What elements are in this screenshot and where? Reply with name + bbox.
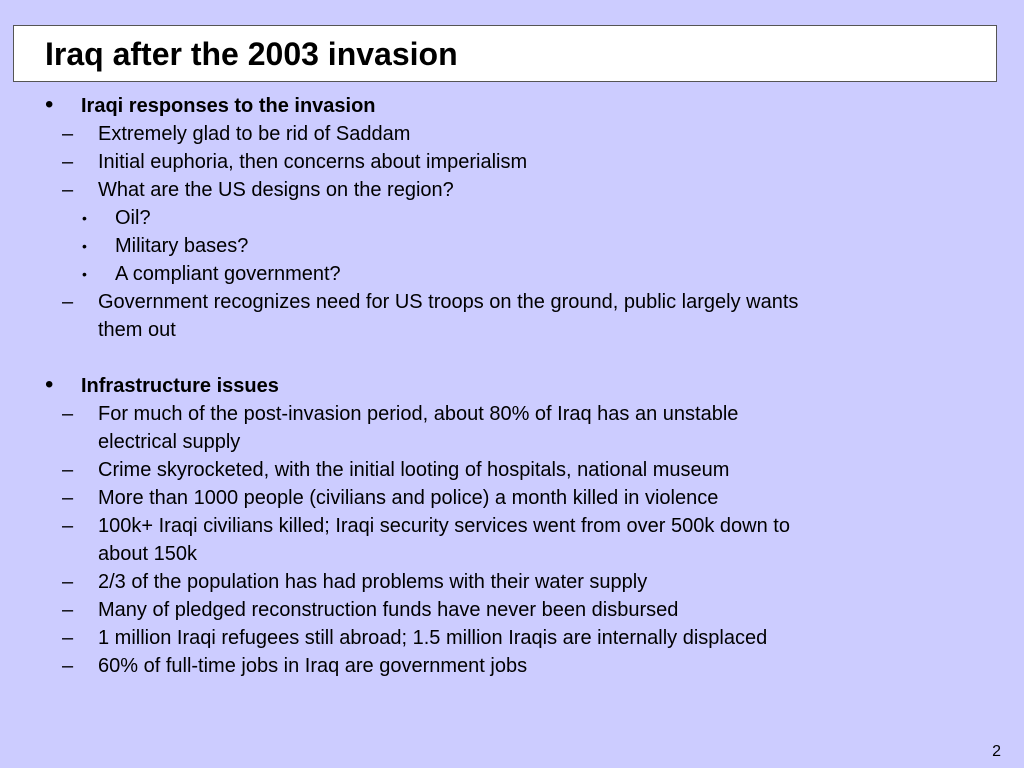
list-item-text: 1 million Iraqi refugees still abroad; 1.5 million Iraqis are internally displaced <box>98 627 768 649</box>
list-item <box>0 288 1024 316</box>
list-item-continuation <box>0 316 1024 344</box>
list-item-continuation <box>0 540 1024 568</box>
dash-icon: – <box>62 571 74 593</box>
dash-icon: – <box>62 515 74 537</box>
list-item <box>0 652 1024 680</box>
bullet-icon: • <box>45 371 54 398</box>
list-item-text: For much of the post-invasion period, about 80% of Iraq has an unstable <box>98 403 739 425</box>
list-item-text: electrical supply <box>98 431 241 453</box>
small-bullet-icon: • <box>82 210 87 226</box>
dash-icon: – <box>62 627 74 649</box>
list-item-text: What are the US designs on the region? <box>98 179 454 201</box>
list-item <box>0 512 1024 540</box>
small-bullet-icon: • <box>82 266 87 282</box>
dash-icon: – <box>62 151 74 173</box>
list-item-text: 100k+ Iraqi civilians killed; Iraqi security services went from over 500k down to <box>98 515 790 537</box>
spacer <box>0 344 1024 372</box>
list-item-text: about 150k <box>98 543 197 565</box>
list-item-text: Many of pledged reconstruction funds have never been disbursed <box>98 599 679 621</box>
sub-list-item <box>0 260 1024 288</box>
list-item-continuation <box>0 428 1024 456</box>
list-item <box>0 484 1024 512</box>
section-heading <box>0 372 1024 400</box>
sub-list-item <box>0 232 1024 260</box>
title-box <box>13 25 997 82</box>
slide-title: Iraq after the 2003 invasion <box>45 36 458 72</box>
list-item <box>0 568 1024 596</box>
dash-icon: – <box>62 179 74 201</box>
bullet-icon: • <box>45 91 54 118</box>
dash-icon: – <box>62 599 74 621</box>
list-item-text: Initial euphoria, then concerns about imperialism <box>98 151 528 173</box>
list-item-text: 2/3 of the population has had problems with their water supply <box>98 571 648 593</box>
sub-list-item-text: A compliant government? <box>115 263 341 285</box>
dash-icon: – <box>62 655 74 677</box>
list-item <box>0 120 1024 148</box>
list-item <box>0 400 1024 428</box>
sub-list-item-text: Military bases? <box>115 235 249 257</box>
sub-list-item-text: Oil? <box>115 207 151 229</box>
section-heading <box>0 92 1024 120</box>
dash-icon: – <box>62 291 74 313</box>
dash-icon: – <box>62 403 74 425</box>
list-item-text: Government recognizes need for US troops on the ground, public largely wants <box>98 291 799 313</box>
page-number: 2 <box>992 743 1001 760</box>
list-item <box>0 456 1024 484</box>
list-item <box>0 624 1024 652</box>
sub-list-item <box>0 204 1024 232</box>
list-item <box>0 176 1024 204</box>
dash-icon: – <box>62 123 74 145</box>
small-bullet-icon: • <box>82 238 87 254</box>
list-item <box>0 148 1024 176</box>
list-item-text: them out <box>98 319 176 341</box>
section-heading-text: Infrastructure issues <box>81 375 279 397</box>
dash-icon: – <box>62 459 74 481</box>
list-item-text: Extremely glad to be rid of Saddam <box>98 123 411 145</box>
list-item-text: 60% of full-time jobs in Iraq are government jobs <box>98 655 528 677</box>
list-item-text: More than 1000 people (civilians and police) a month killed in violence <box>98 487 719 509</box>
list-item <box>0 596 1024 624</box>
dash-icon: – <box>62 487 74 509</box>
section-heading-text: Iraqi responses to the invasion <box>81 95 376 117</box>
list-item-text: Crime skyrocketed, with the initial looting of hospitals, national museum <box>98 459 730 481</box>
slide-body <box>0 92 1024 680</box>
